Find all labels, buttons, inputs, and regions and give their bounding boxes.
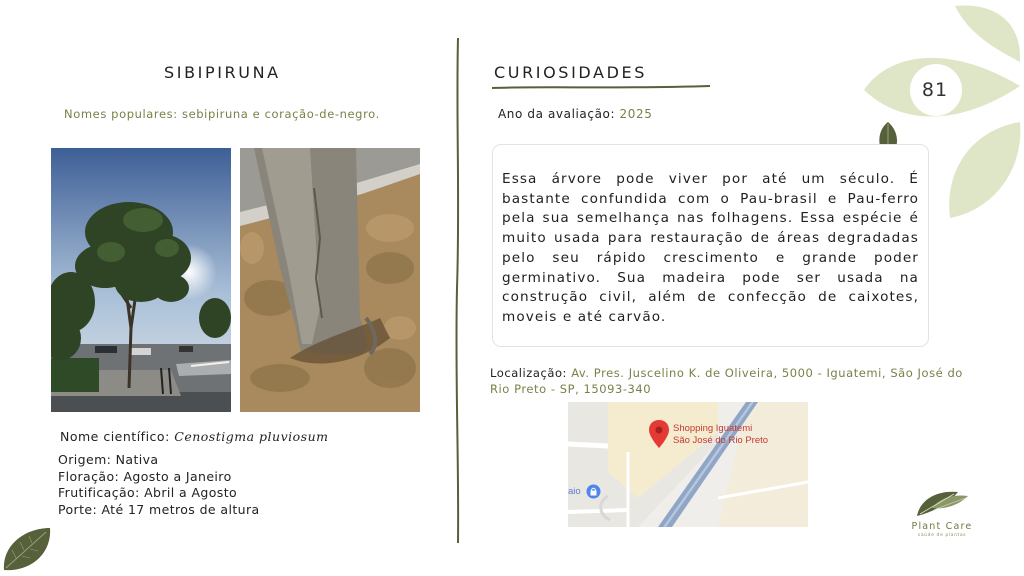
location-map[interactable]: [568, 402, 808, 527]
scientific-name-line: [60, 429, 328, 444]
scientific-label: Nome científico:: [60, 429, 170, 444]
year-label: Ano da avaliação:: [498, 107, 616, 121]
facts-list: [58, 452, 260, 518]
location-address: Av. Pres. Juscelino K. de Oliveira, 5000 - Iguatemi, São José do Rio Preto - SP, 15093-340: [490, 366, 963, 396]
trunk-photo: [240, 148, 420, 412]
leaf-icon: [955, 5, 1020, 62]
location: [490, 366, 980, 397]
species-title: SIBIPIRUNA: [164, 63, 281, 82]
location-label: Localização:: [490, 366, 567, 380]
curiosity-text: Essa árvore pode viver por até um século. É bastante confundida com o Pau-brasil e Pau-ferro pela sua semelhança nas folhagens. Essa espécie é muito usada para restauração de áreas degradadas pelo seu rápido crescimento e grande poder germinativo. Sua madeira pode ser usada na construção civil, além de confecção de caixotes, moveis e até carvão.: [502, 171, 919, 325]
map-pin-icon: [648, 419, 670, 449]
title-underline: [490, 83, 712, 93]
map-street-label: aio: [568, 486, 581, 497]
leaf-icon: [949, 122, 1020, 218]
shopping-bag-icon: [586, 484, 601, 499]
scientific-name: Cenostigma pluviosum: [174, 429, 329, 444]
tree-photo: [51, 148, 231, 412]
brand-name: Plant Care: [911, 521, 973, 532]
evaluation-year: [498, 107, 653, 121]
curiosities-title: CURIOSIDADES: [494, 63, 647, 82]
fact-size: Porte: Até 17 metros de altura: [58, 501, 260, 517]
map-place-label: Shopping Iguatemi São José do Rio Preto: [673, 423, 769, 446]
fact-origin: Origem: Nativa: [58, 452, 159, 467]
leaf-icon: [0, 520, 56, 576]
year-value: 2025: [619, 107, 653, 121]
brand-tagline: saúde de plantas: [917, 533, 967, 538]
page-number: 81: [921, 79, 949, 101]
fact-fruiting: Frutificação: Abril a Agosto: [58, 485, 238, 500]
fact-flowering: Floração: Agosto a Janeiro: [58, 468, 232, 484]
plant-care-logo-icon: [914, 488, 970, 520]
column-divider: [452, 38, 464, 548]
popular-names: Nomes populares: sebipiruna e coração-de-negro.: [64, 107, 380, 121]
